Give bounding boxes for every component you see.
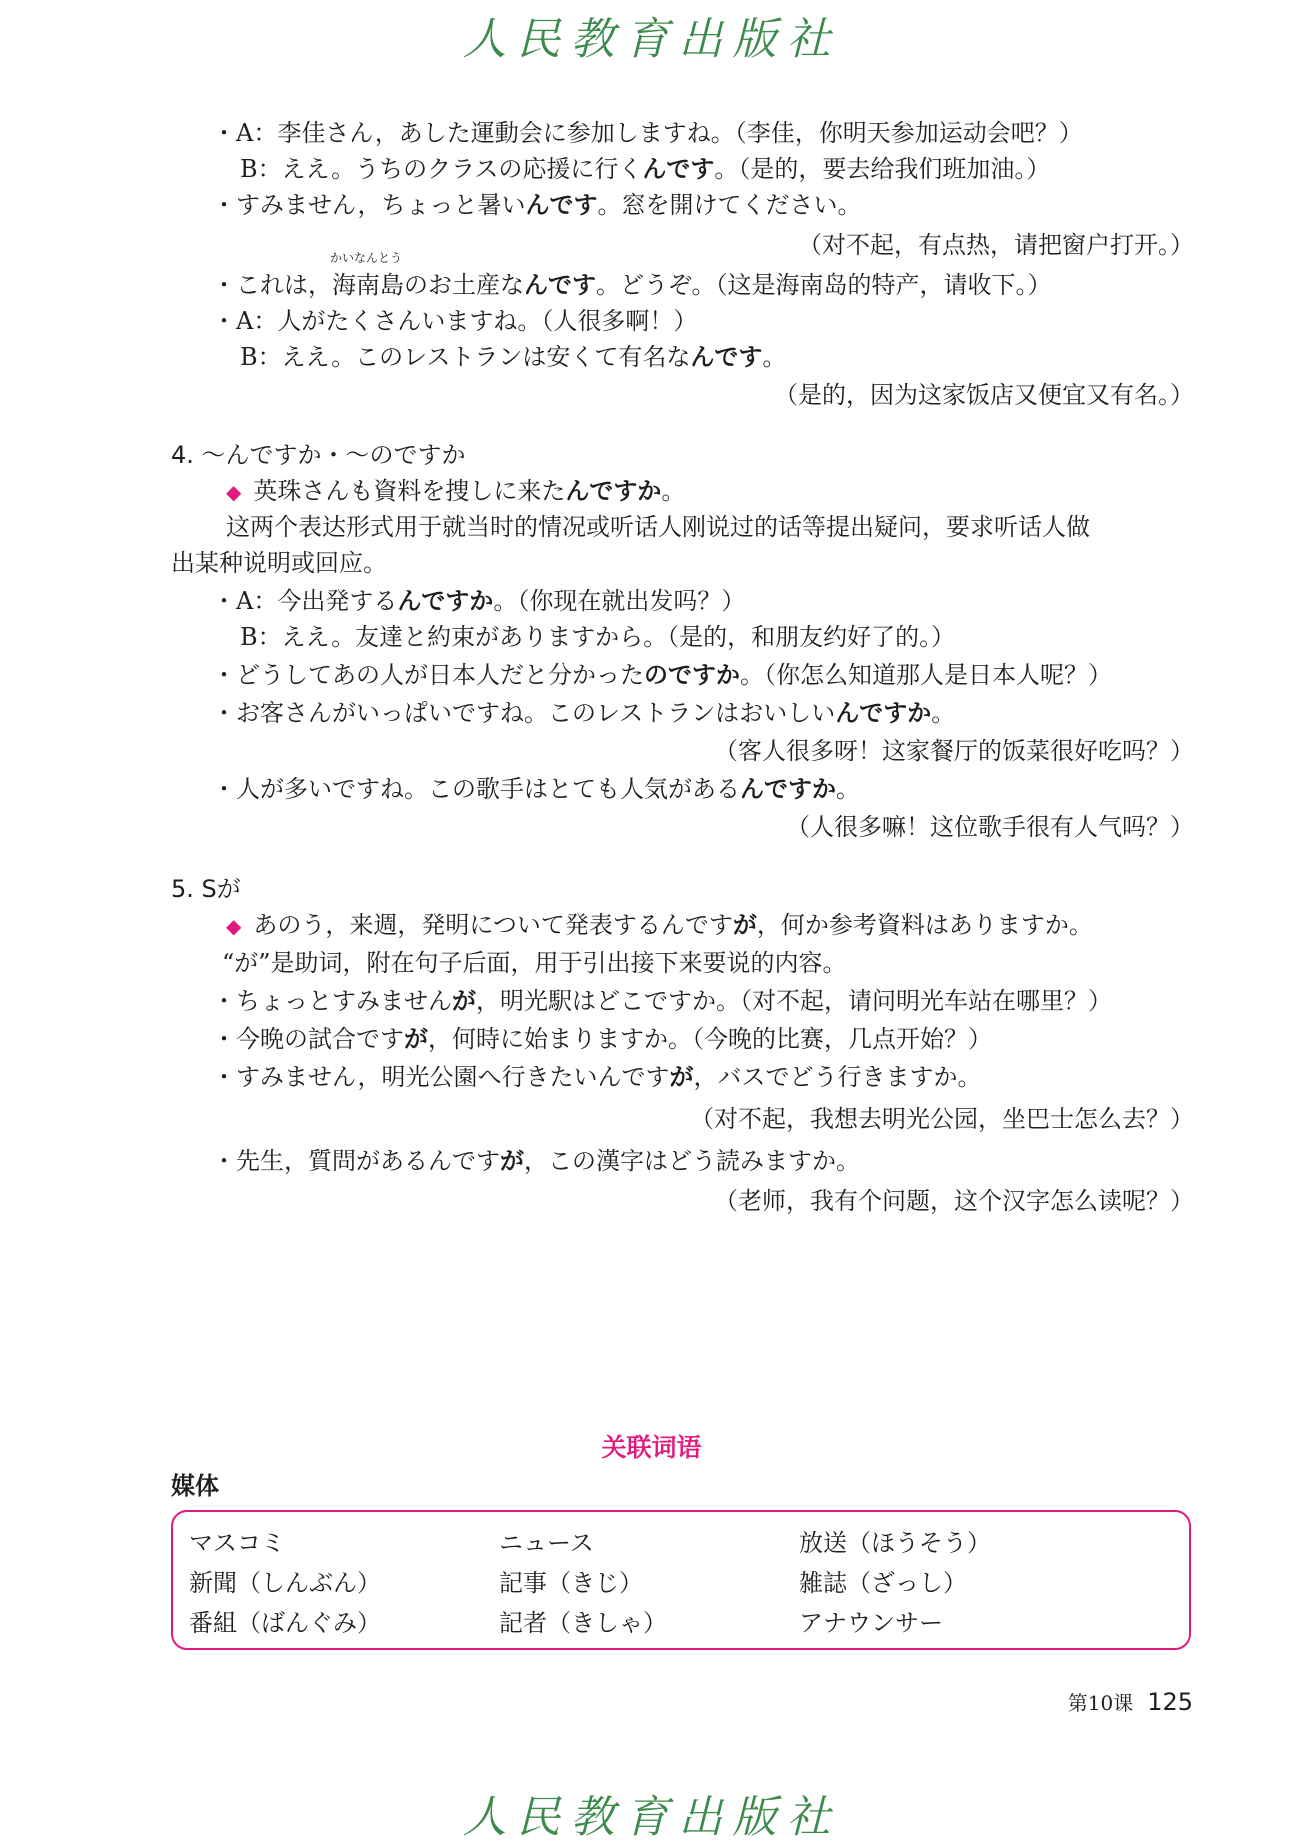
example-line: B：ええ。このレストランは安くて有名なんです。 xyxy=(240,343,787,371)
vocab-word: 記者（きしゃ） xyxy=(499,1609,667,1637)
diamond-bullet-icon: ◆ xyxy=(226,914,242,938)
vocab-word: ニュース xyxy=(499,1529,594,1557)
key-sentence: ◆ あのう，来週，発明について発表するんですが，何か参考資料はありますか。 xyxy=(226,911,1093,939)
related-words-title: 关联词语 xyxy=(601,1433,702,1462)
vocab-word: 番組（ばんぐみ） xyxy=(189,1609,381,1637)
section-heading: 4. 〜んですか・〜のですか xyxy=(171,441,466,469)
section-heading: 5. Sが xyxy=(171,875,241,903)
example-line: B：ええ。うちのクラスの応援に行くんです。（是的，要去给我们班加油。） xyxy=(240,155,1051,183)
page-number xyxy=(1068,1685,1193,1720)
example-line: ・どうしてあの人が日本人だと分かったのですか。（你怎么知道那人是日本人呢？） xyxy=(212,661,1112,689)
key-sentence: ◆ 英珠さんも資料を捜しに来たんですか。 xyxy=(226,477,686,505)
explanation: “が”是助词，附在句子后面，用于引出接下来要说的内容。 xyxy=(222,949,847,977)
translation-line: （对不起，有点热，请把窗户打开。） xyxy=(798,231,1194,259)
example-line: ・ちょっとすみませんが，明光駅はどこですか。（对不起，请问明光车站在哪里？） xyxy=(212,987,1112,1015)
example-line: ・今晩の試合ですが，何時に始まりますか。（今晚的比赛，几点开始？） xyxy=(212,1025,992,1053)
page-number-value: 125 xyxy=(1147,1688,1193,1716)
example-line: ・すみません，明光公園へ行きたいんですが，バスでどう行きますか。 xyxy=(212,1063,982,1091)
translation-line: （客人很多呀！这家餐厅的饭菜很好吃吗？） xyxy=(714,737,1194,765)
example-line: ・A：人がたくさんいますね。（人很多啊！） xyxy=(212,307,698,335)
lesson-label: 第10课 xyxy=(1067,1691,1134,1715)
example-line: ・お客さんがいっぱいですね。このレストランはおいしいんですか。 xyxy=(212,699,956,727)
vocab-word: マスコミ xyxy=(189,1529,285,1557)
vocab-word: 新聞（しんぶん） xyxy=(189,1569,381,1597)
translation-line: （对不起，我想去明光公园，坐巴士怎么去？） xyxy=(690,1105,1194,1133)
category-label: 媒体 xyxy=(171,1472,219,1500)
vocab-word: 記事（きじ） xyxy=(499,1569,643,1597)
translation-line: （是的，因为这家饭店又便宜又有名。） xyxy=(774,381,1194,409)
example-line: ・すみません，ちょっと暑いんです。窓を開けてください。 xyxy=(212,191,862,219)
vocabulary-box xyxy=(171,1510,1191,1650)
diamond-bullet-icon: ◆ xyxy=(226,480,242,504)
vocab-word: 雑誌（ざっし） xyxy=(799,1569,967,1597)
explanation: 出某种说明或回应。 xyxy=(171,549,387,577)
vocab-word: 放送（ほうそう） xyxy=(799,1529,991,1557)
explanation: 这两个表达形式用于就当时的情况或听话人刚说过的话等提出疑问，要求听话人做 xyxy=(226,513,1090,541)
example-line: ・A：今出発するんですか。（你现在就出发吗？） xyxy=(212,587,746,615)
example-line: ・A：李佳さん，あした運動会に参加しますね。（李佳，你明天参加运动会吧？） xyxy=(212,119,1083,147)
publisher-logo-bottom: 人民教育出版社 xyxy=(462,1792,841,1843)
publisher-logo-top: 人民教育出版社 xyxy=(462,14,841,65)
example-line: ・これは， かいなんとう 海南島のお土産なんです。どうぞ。（这是海南岛的特产，请收下。） xyxy=(212,268,1052,302)
example-line: ・先生，質問があるんですが，この漢字はどう読みますか。 xyxy=(212,1147,860,1175)
example-line: B：ええ。友達と約束がありますから。（是的，和朋友约好了的。） xyxy=(240,623,956,651)
translation-line: （人很多嘛！这位歌手很有人气吗？） xyxy=(786,813,1194,841)
vocab-word: アナウンサー xyxy=(799,1609,943,1637)
example-line: ・人が多いですね。この歌手はとても人気があるんですか。 xyxy=(212,775,860,803)
translation-line: （老师，我有个问题，这个汉字怎么读呢？） xyxy=(714,1187,1194,1215)
furigana-word: かいなんとう 海南島 xyxy=(330,251,404,299)
